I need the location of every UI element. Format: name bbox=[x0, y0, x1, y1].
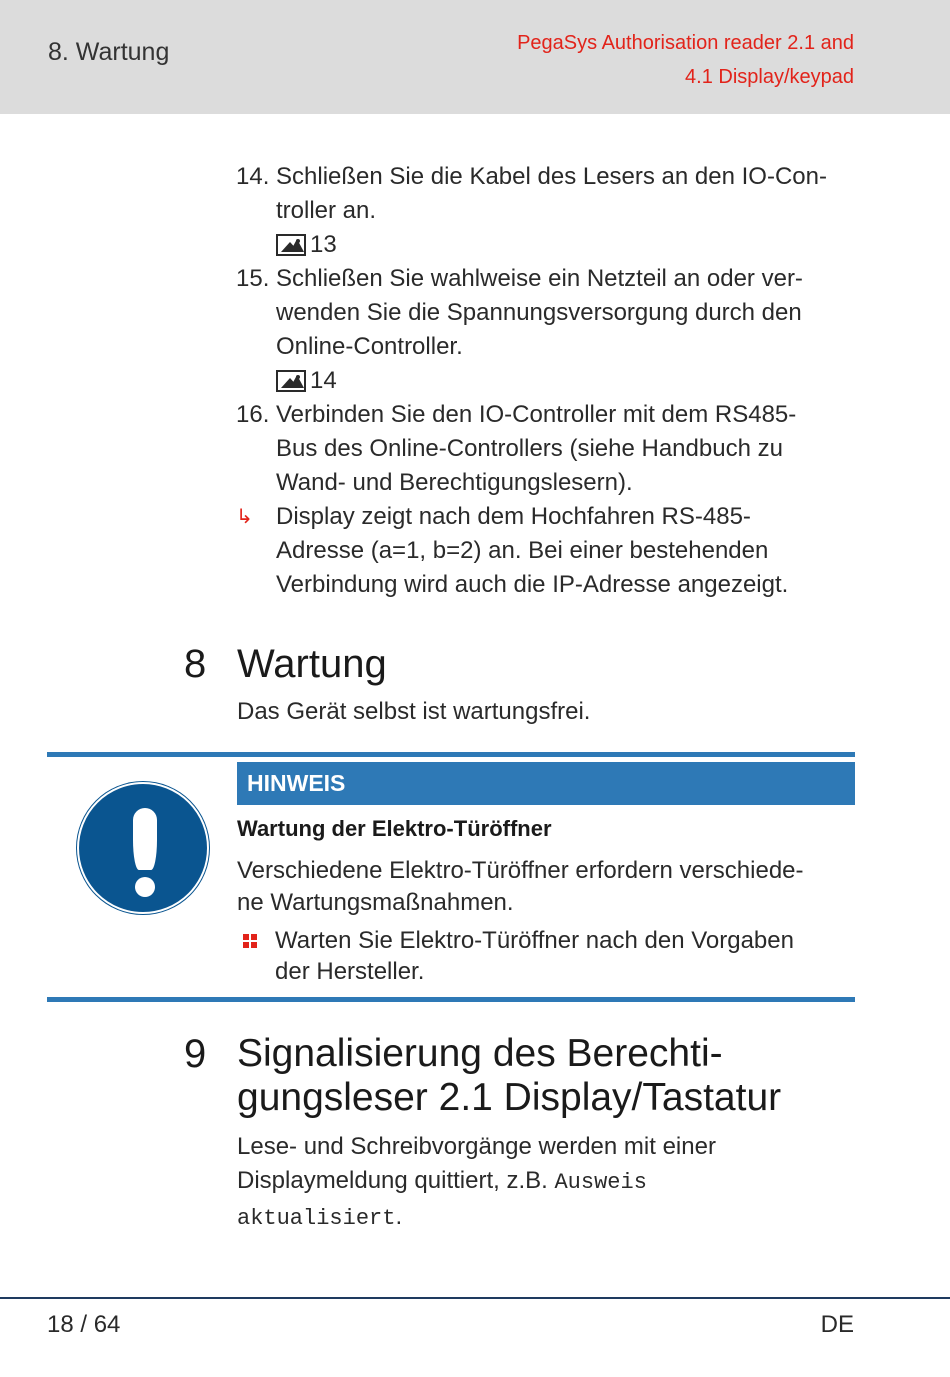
footer-rule bbox=[0, 1297, 950, 1299]
step-body bbox=[276, 262, 856, 398]
instruction-steps bbox=[236, 160, 856, 602]
step-line: wenden Sie die Spannungsversorgung durch den bbox=[276, 299, 802, 326]
figure-number: 14 bbox=[310, 367, 337, 394]
display-message-code: aktualisiert bbox=[237, 1206, 396, 1231]
notice-top-rule bbox=[47, 752, 855, 757]
notice-label: HINWEIS bbox=[237, 762, 855, 805]
header-doc-title bbox=[517, 26, 854, 94]
step-14 bbox=[236, 160, 856, 262]
step-result bbox=[236, 500, 856, 602]
notice-action-line: der Hersteller. bbox=[275, 958, 425, 985]
notice-action bbox=[237, 925, 847, 987]
step-line: Bus des Online-Controllers (siehe Handbuch zu bbox=[276, 435, 783, 462]
section-8-title: Wartung bbox=[237, 642, 387, 686]
section-9-text bbox=[237, 1130, 857, 1236]
step-number: 15. bbox=[236, 265, 270, 292]
section-8-number: 8 bbox=[184, 642, 207, 686]
section-9-text-line bbox=[237, 1200, 857, 1236]
step-line: Schließen Sie die Kabel des Lesers an den IO-Con- bbox=[276, 163, 827, 190]
notice-heading: Wartung der Elektro-Türöffner bbox=[237, 816, 552, 841]
step-15 bbox=[236, 262, 856, 398]
section-9-title-line: Signalisierung des Berechti- bbox=[237, 1032, 723, 1075]
page-number: 18 / 64 bbox=[47, 1311, 121, 1338]
header-chapter: 8. Wartung bbox=[48, 38, 170, 66]
section-9-number: 9 bbox=[184, 1032, 207, 1076]
action-bullet-icon bbox=[237, 925, 275, 987]
step-16 bbox=[236, 398, 856, 500]
notice-action-line: Warten Sie Elektro-Türöffner nach den Vorgaben bbox=[275, 927, 794, 954]
result-body bbox=[276, 500, 856, 602]
notice-action-body bbox=[275, 925, 794, 987]
notice-text-line: Verschiedene Elektro-Türöffner erfordern verschiede- bbox=[237, 857, 804, 884]
section-9-title bbox=[237, 1032, 857, 1120]
step-line: Schließen Sie wahlweise ein Netzteil an oder ver- bbox=[276, 265, 803, 292]
language-code: DE bbox=[820, 1311, 854, 1338]
figure-reference[interactable] bbox=[276, 228, 856, 262]
step-body bbox=[276, 398, 856, 500]
section-8-text: Das Gerät selbst ist wartungsfrei. bbox=[237, 698, 591, 725]
section-9-text-line bbox=[237, 1164, 857, 1200]
step-body bbox=[276, 160, 856, 262]
step-number: 14. bbox=[236, 163, 270, 190]
step-line: Verbinden Sie den IO-Controller mit dem RS485- bbox=[276, 401, 797, 428]
section-9-text-end: . bbox=[395, 1203, 403, 1230]
section-9-text-prefix: Displaymeldung quittiert, z.B. bbox=[237, 1167, 555, 1194]
result-arrow-icon: ↳ bbox=[236, 506, 253, 528]
notice-text-line: ne Wartungsmaßnahmen. bbox=[237, 889, 514, 916]
section-9-text-line: Lese- und Schreibvorgänge werden mit einer bbox=[237, 1133, 716, 1160]
step-line: Online-Controller. bbox=[276, 333, 463, 360]
figure-number: 13 bbox=[310, 231, 337, 258]
figure-reference[interactable] bbox=[276, 364, 856, 398]
result-line: Verbindung wird auch die IP-Adresse angezeigt. bbox=[276, 571, 789, 598]
image-icon bbox=[276, 370, 306, 392]
result-line: Display zeigt nach dem Hochfahren RS-485- bbox=[276, 503, 751, 530]
result-line: Adresse (a=1, b=2) an. Bei einer bestehenden bbox=[276, 537, 769, 564]
page-header bbox=[0, 0, 950, 114]
section-9-title-line: gungsleser 2.1 Display/Tastatur bbox=[237, 1076, 782, 1119]
display-message-code: Ausweis bbox=[554, 1170, 647, 1195]
step-line: Wand- und Berechtigungslesern). bbox=[276, 469, 633, 496]
notice-text bbox=[237, 855, 847, 919]
header-doc-title-line1: PegaSys Authorisation reader 2.1 and bbox=[517, 32, 854, 54]
step-number: 16. bbox=[236, 401, 270, 428]
header-doc-title-line2: 4.1 Display/keypad bbox=[685, 66, 854, 88]
image-icon bbox=[276, 234, 306, 256]
step-line: troller an. bbox=[276, 197, 377, 224]
notice-bottom-rule bbox=[47, 997, 855, 1002]
exclamation-icon bbox=[77, 782, 209, 914]
